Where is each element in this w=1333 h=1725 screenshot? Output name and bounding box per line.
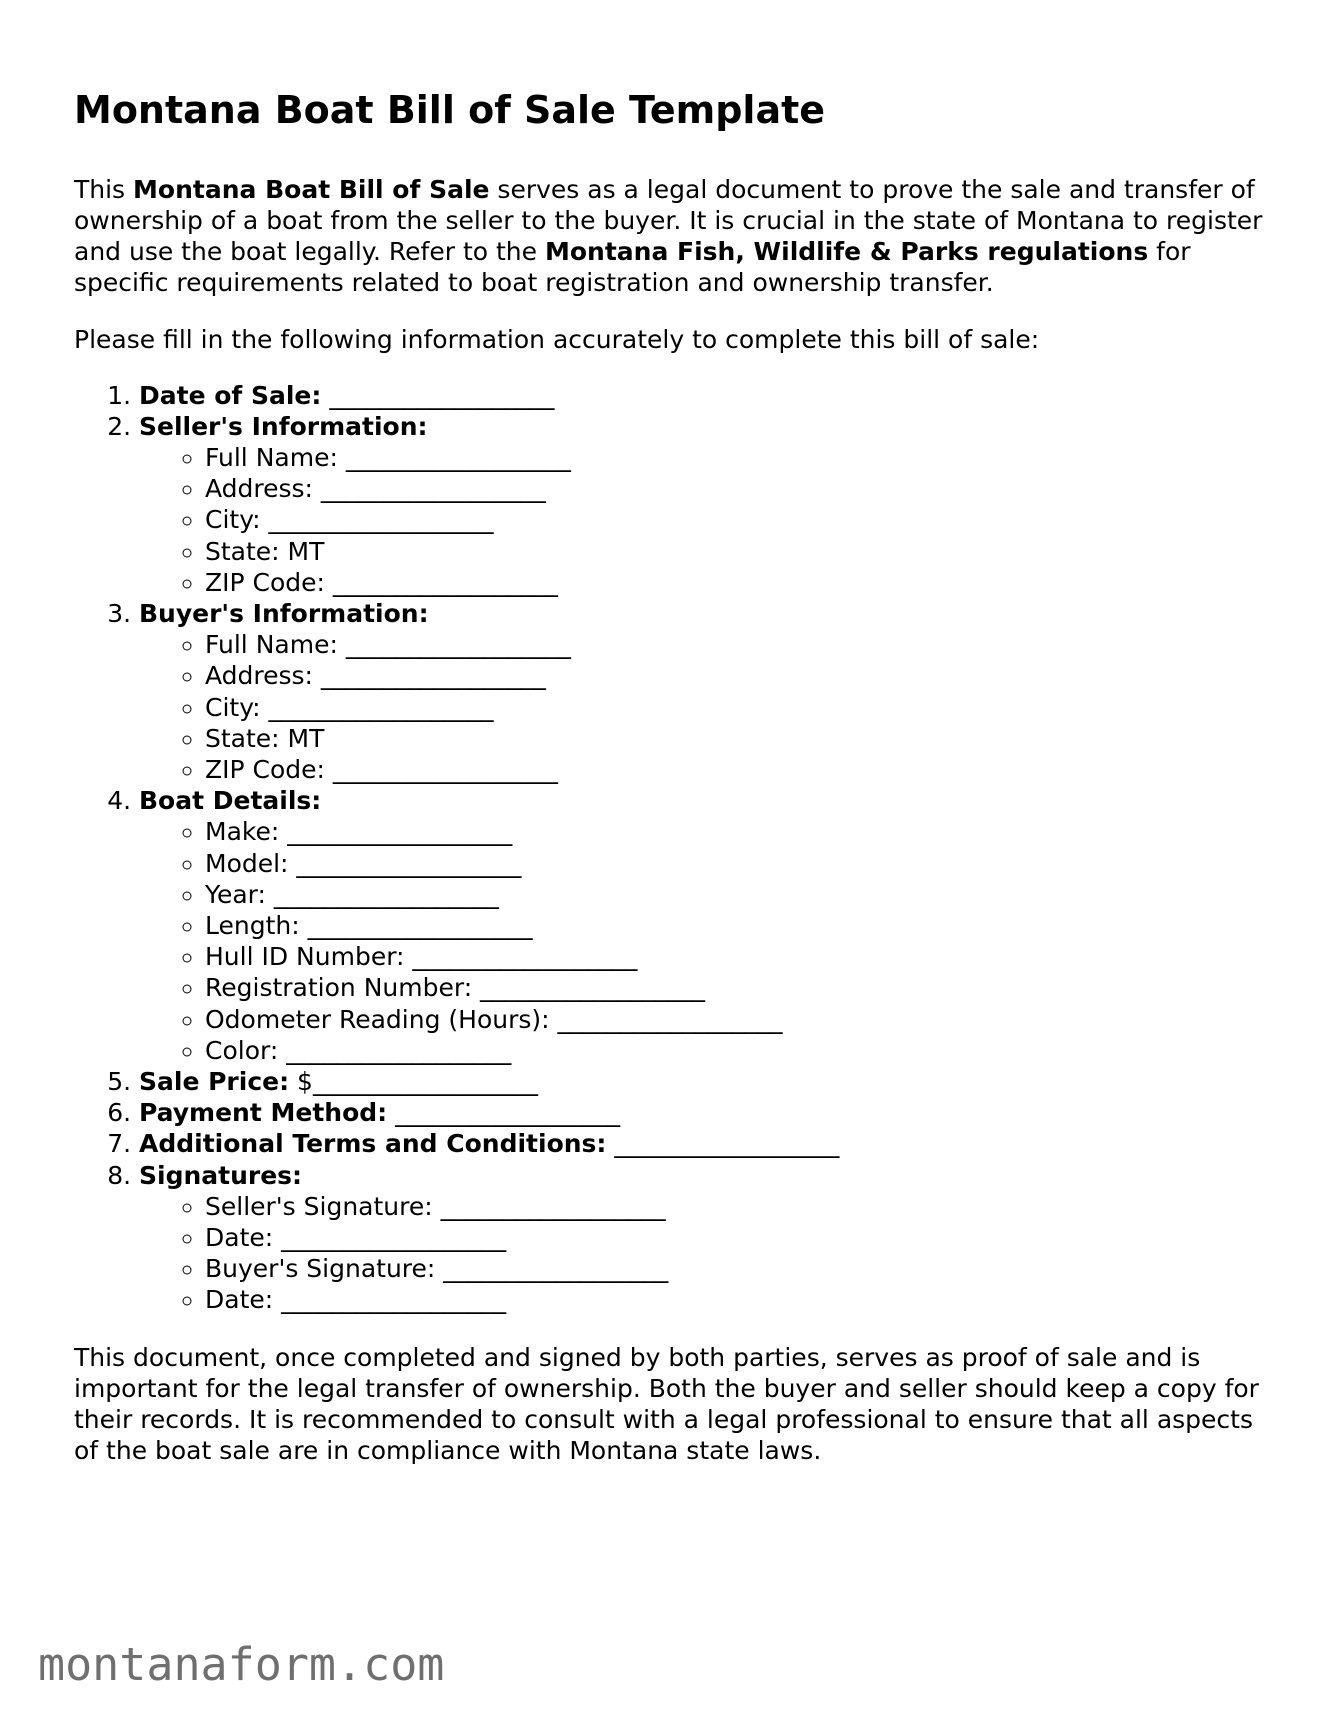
seller-state: ◦ State: MT (205, 536, 1269, 567)
signatures-item (139, 1160, 1269, 1316)
payment-method-item (139, 1097, 1269, 1128)
boat-length: ◦ Length: __________________ (205, 910, 1269, 941)
buyer-info-item (139, 598, 1269, 785)
seller-info-label: Seller's Information: (139, 411, 428, 441)
signatures-list (139, 1191, 1269, 1316)
seller-zip: ◦ ZIP Code: __________________ (205, 567, 1269, 598)
additional-terms-item (139, 1128, 1269, 1159)
buyer-state: ◦ State: MT (205, 723, 1269, 754)
boat-details-label: Boat Details: (139, 786, 322, 816)
closing-paragraph: This document, once completed and signed by both parties, serves as proof of sale and is important for the legal transfer of ownership. Both the buyer and seller should keep a copy for their records. It is recommended to consult with a legal professional to ensure that all aspects of the boat sale are in compliance with Montana state laws. (74, 1342, 1259, 1465)
buyer-city: ◦ City: __________________ (205, 692, 1269, 723)
signatures-label: Signatures: (139, 1160, 303, 1190)
boat-details-list (139, 816, 1269, 1066)
intro-bold-2: Montana Fish, Wildlife & Parks regulations (544, 236, 1149, 266)
payment-method-blank: __________________ (387, 1098, 621, 1128)
date-of-sale-label: Date of Sale: (139, 380, 322, 410)
buyer-address: ◦ Address: __________________ (205, 660, 1269, 691)
seller-info-item (139, 411, 1269, 598)
boat-make: ◦ Make: __________________ (205, 816, 1269, 847)
sale-price-label: Sale Price: (139, 1067, 290, 1097)
additional-terms-blank: __________________ (606, 1129, 840, 1159)
boat-odometer: ◦ Odometer Reading (Hours): __________________ (205, 1004, 1269, 1035)
boat-registration: ◦ Registration Number: __________________ (205, 972, 1269, 1003)
boat-year: ◦ Year: __________________ (205, 879, 1269, 910)
date-of-sale-blank: __________________ (321, 380, 555, 410)
date-of-sale-item (139, 380, 1269, 411)
buyer-info-list (139, 629, 1269, 785)
form-fields-list (74, 380, 1269, 1316)
page-title: Montana Boat Bill of Sale Template (74, 88, 826, 132)
seller-info-list (139, 442, 1269, 598)
boat-details-item (139, 785, 1269, 1066)
buyer-zip: ◦ ZIP Code: __________________ (205, 754, 1269, 785)
buyer-info-label: Buyer's Information: (139, 599, 429, 629)
sale-price-blank: $__________________ (289, 1067, 538, 1097)
seller-city: ◦ City: __________________ (205, 504, 1269, 535)
seller-full-name: ◦ Full Name: __________________ (205, 442, 1269, 473)
buyer-signature: ◦ Buyer's Signature: __________________ (205, 1253, 1269, 1284)
document-page (74, 88, 1269, 1466)
instruction-text: Please fill in the following information accurately to complete this bill of sale: (74, 324, 1040, 354)
intro-text-3: for specific requirements related to boat registration and ownership transfer. (74, 236, 1191, 297)
intro-text-1: This (74, 174, 134, 204)
boat-color: ◦ Color: __________________ (205, 1035, 1269, 1066)
seller-signature-date: ◦ Date: __________________ (205, 1222, 1269, 1253)
boat-hull-id: ◦ Hull ID Number: __________________ (205, 941, 1269, 972)
boat-model: ◦ Model: __________________ (205, 848, 1269, 879)
intro-bold-1: Montana Boat Bill of Sale (133, 174, 490, 204)
buyer-signature-date: ◦ Date: __________________ (205, 1284, 1269, 1315)
watermark-text: montanaform.com (38, 1638, 445, 1691)
intro-text-2: serves as a legal document to prove the sale and transfer of ownership of a boat from the seller to the buyer. It is crucial in the state of Montana to register and use the boat legally. Refer to the (74, 174, 1263, 266)
seller-signature: ◦ Seller's Signature: __________________ (205, 1191, 1269, 1222)
buyer-full-name: ◦ Full Name: __________________ (205, 629, 1269, 660)
intro-paragraph (74, 174, 1269, 298)
seller-address: ◦ Address: __________________ (205, 473, 1269, 504)
payment-method-label: Payment Method: (139, 1098, 388, 1128)
sale-price-item (139, 1066, 1269, 1097)
additional-terms-label: Additional Terms and Conditions: (139, 1129, 607, 1159)
